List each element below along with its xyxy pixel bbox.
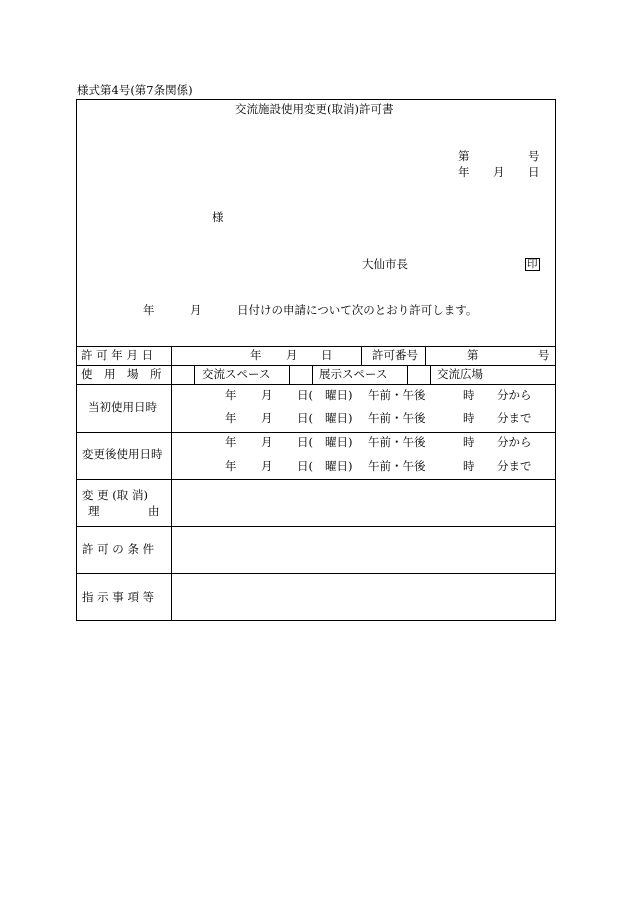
row-line	[76, 365, 556, 366]
statement-text: 日付けの申請について次のとおり許可します。	[237, 303, 478, 317]
header-hi: 日	[528, 165, 540, 179]
checkbox-line	[289, 365, 290, 384]
permit-number-go: 号	[538, 348, 550, 362]
changed-l1-youbi: 曜日)	[325, 435, 353, 449]
original-l2-ampm: 午前・午後	[368, 411, 426, 425]
row-line	[76, 573, 556, 574]
changed-l2-fun: 分まで	[497, 459, 532, 473]
form-title: 交流施設使用変更(取消)許可書	[235, 102, 394, 116]
changed-l1-ampm: 午前・午後	[368, 435, 426, 449]
header-dai: 第	[458, 149, 470, 163]
original-l2-fun: 分まで	[497, 411, 532, 425]
row-line	[76, 384, 556, 385]
changed-l1-hi: 日(	[297, 435, 313, 449]
original-l1-fun: 分から	[497, 388, 532, 402]
reason-label-ri: 理	[88, 504, 100, 518]
number-label-right-line	[425, 346, 426, 365]
header-nen: 年	[458, 165, 470, 179]
issuer: 大仙市長	[362, 257, 408, 271]
checkbox-line	[194, 365, 195, 384]
place-option-koryu-hiroba: 交流広場	[437, 367, 483, 381]
seal-mark: 印	[527, 258, 538, 270]
changed-l2-hi: 日(	[297, 459, 313, 473]
place-option-tenji-space: 展示スペース	[319, 367, 388, 381]
conditions-label: 許 可 の 条 件	[82, 542, 155, 556]
changed-datetime-label: 変更後使用日時	[82, 447, 163, 461]
place-label: 使 用 場 所	[81, 367, 162, 381]
changed-l2-ji: 時	[463, 459, 475, 473]
changed-l1-nen: 年	[225, 435, 237, 449]
statement-tsuki: 月	[190, 303, 202, 317]
place-option-koryu-space: 交流スペース	[202, 367, 271, 381]
permit-date-hi: 日	[321, 348, 333, 362]
reason-label-line1: 変 更 (取 消)	[82, 488, 148, 502]
original-l2-nen: 年	[225, 411, 237, 425]
statement-nen: 年	[143, 303, 155, 317]
checkbox-line	[407, 365, 408, 384]
table-top-line	[76, 346, 556, 347]
row-line	[76, 526, 556, 527]
original-l1-hi: 日(	[297, 388, 313, 402]
row-line	[76, 479, 556, 480]
changed-l2-tsuki: 月	[261, 459, 273, 473]
original-l2-tsuki: 月	[261, 411, 273, 425]
header-go: 号	[528, 149, 540, 163]
changed-l1-ji: 時	[463, 435, 475, 449]
row-line	[76, 432, 556, 433]
number-label-left-line	[361, 346, 362, 365]
changed-l1-fun: 分から	[497, 435, 532, 449]
changed-l1-tsuki: 月	[261, 435, 273, 449]
original-l2-youbi: 曜日)	[325, 411, 353, 425]
original-l1-ampm: 午前・午後	[368, 388, 426, 402]
changed-l2-ampm: 午前・午後	[368, 459, 426, 473]
original-l2-ji: 時	[463, 411, 475, 425]
form-number: 様式第4号(第7条関係)	[77, 83, 193, 97]
original-l1-nen: 年	[225, 388, 237, 402]
original-datetime-label: 当初使用日時	[88, 400, 157, 414]
changed-l2-nen: 年	[225, 459, 237, 473]
original-l1-tsuki: 月	[261, 388, 273, 402]
instructions-label: 指 示 事 項 等	[82, 590, 155, 604]
label-column-line	[171, 346, 172, 621]
addressee-suffix: 様	[212, 210, 224, 224]
permit-number-label: 許可番号	[372, 348, 418, 362]
permit-date-tsuki: 月	[286, 348, 298, 362]
header-tsuki: 月	[493, 165, 505, 179]
changed-l2-youbi: 曜日)	[325, 459, 353, 473]
reason-label-yu: 由	[148, 504, 160, 518]
permit-date-nen: 年	[250, 348, 262, 362]
original-l1-youbi: 曜日)	[325, 388, 353, 402]
original-l1-ji: 時	[463, 388, 475, 402]
original-l2-hi: 日(	[297, 411, 313, 425]
permit-date-label: 許 可 年 月 日	[81, 348, 154, 362]
permit-number-dai: 第	[467, 348, 479, 362]
checkbox-line	[430, 365, 431, 384]
checkbox-line	[312, 365, 313, 384]
